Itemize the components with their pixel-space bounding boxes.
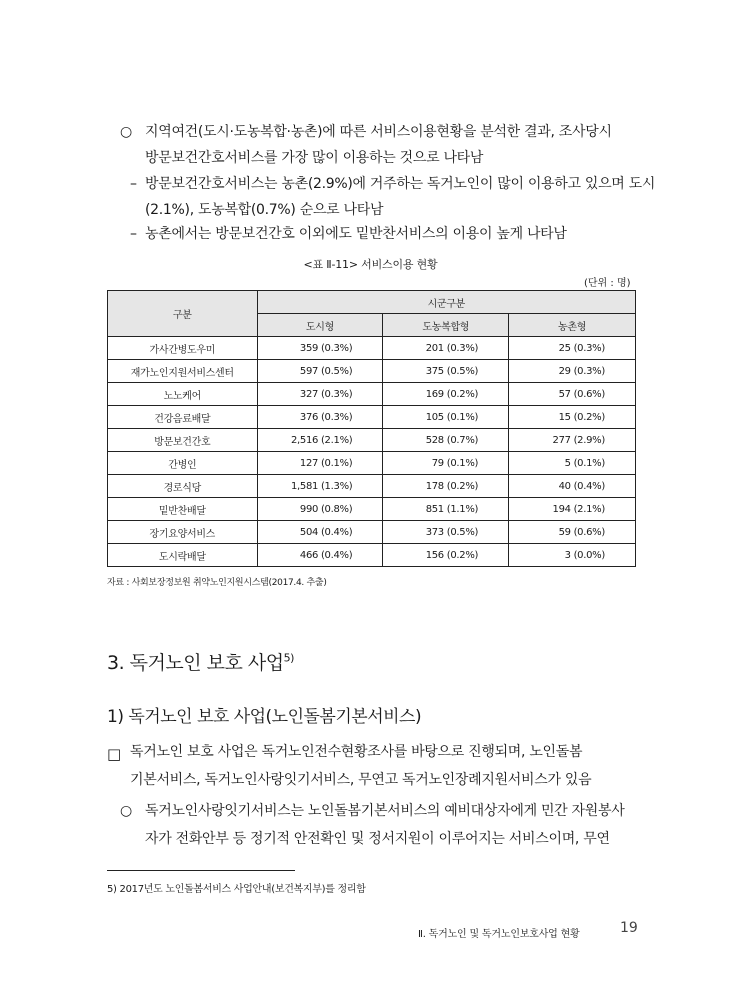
body-paragraph-line: 독거노인사랑잇기서비스는 노인돌봄기본서비스의 예비대상자에게 민간 자원봉사 [145, 803, 625, 819]
table-row [108, 475, 636, 498]
intro-dash-line: 농촌에서는 방문보건간호 이외에도 밑반찬서비스의 이용이 높게 나타남 [145, 226, 567, 242]
square-bullet-icon: □ [107, 745, 122, 763]
cell-value: 29 (0.3%) [509, 360, 636, 383]
cell-value: 5 (0.1%) [509, 452, 636, 475]
row-label: 노노케어 [108, 383, 258, 406]
row-label: 건강음료배달 [108, 406, 258, 429]
sub-heading: 1) 독거노인 보호 사업(노인돌봄기본서비스) [107, 707, 422, 727]
row-label: 방문보건간호 [108, 429, 258, 452]
cell-value: 990 (0.8%) [257, 498, 383, 521]
table-caption: <표 Ⅱ-11> 서비스이용 현황 [303, 258, 438, 271]
header-group: 시군구분 [257, 291, 635, 314]
footnote: 5) 2017년도 노인돌봄서비스 사업안내(보건복지부)를 정리함 [107, 884, 366, 895]
table-unit: (단위 : 명) [584, 278, 631, 289]
circle-bullet-icon: ○ [120, 124, 133, 140]
cell-value: 597 (0.5%) [257, 360, 383, 383]
intro-dash-line: 방문보건간호서비스는 농촌(2.9%)에 거주하는 독거노인이 많이 이용하고 있으며 도시 [145, 176, 656, 192]
table-row [108, 406, 636, 429]
cell-value: 466 (0.4%) [257, 544, 383, 567]
section-heading [107, 648, 294, 675]
cell-value: 105 (0.1%) [383, 406, 509, 429]
row-label: 가사간병도우미 [108, 337, 258, 360]
service-usage-table [107, 290, 636, 567]
circle-bullet-icon: ○ [120, 803, 133, 819]
cell-value: 3 (0.0%) [509, 544, 636, 567]
cell-value: 376 (0.3%) [257, 406, 383, 429]
dash-bullet-icon: – [130, 226, 137, 242]
row-label: 재가노인지원서비스센터 [108, 360, 258, 383]
intro-paragraph-line: 방문보건간호서비스를 가장 많이 이용하는 것으로 나타남 [145, 150, 484, 166]
cell-value: 359 (0.3%) [257, 337, 383, 360]
cell-value: 194 (2.1%) [509, 498, 636, 521]
table-source: 자료 : 사회보장정보원 취약노인지원시스템(2017.4. 추출) [107, 578, 327, 588]
footnote-ref[interactable]: 5) [283, 651, 294, 665]
intro-paragraph-line: 지역여건(도시·도농복합·농촌)에 따른 서비스이용현황을 분석한 결과, 조사당시 [145, 124, 612, 140]
row-label: 도시락배달 [108, 544, 258, 567]
body-paragraph-line: 자가 전화안부 등 정기적 안전확인 및 정서지원이 이루어지는 서비스이며, 무연 [145, 831, 610, 847]
cell-value: 57 (0.6%) [509, 383, 636, 406]
cell-value: 127 (0.1%) [257, 452, 383, 475]
header-col: 도시형 [257, 314, 383, 337]
cell-value: 277 (2.9%) [509, 429, 636, 452]
cell-value: 201 (0.3%) [383, 337, 509, 360]
table-row [108, 498, 636, 521]
footer-chapter: Ⅱ. 독거노인 및 독거노인보호사업 현황 [418, 929, 580, 940]
table-row [108, 452, 636, 475]
row-label: 장기요양서비스 [108, 521, 258, 544]
dash-bullet-icon: – [130, 176, 137, 192]
cell-value: 528 (0.7%) [383, 429, 509, 452]
section-heading-text: 3. 독거노인 보호 사업 [107, 652, 284, 674]
cell-value: 504 (0.4%) [257, 521, 383, 544]
table-row [108, 337, 636, 360]
cell-value: 178 (0.2%) [383, 475, 509, 498]
cell-value: 79 (0.1%) [383, 452, 509, 475]
body-paragraph-line: 독거노인 보호 사업은 독거노인전수현황조사를 바탕으로 진행되며, 노인돌봄 [130, 744, 583, 760]
table-row [108, 383, 636, 406]
row-label: 경로식당 [108, 475, 258, 498]
header-col: 농촌형 [509, 314, 636, 337]
footnote-divider [107, 870, 295, 871]
cell-value: 327 (0.3%) [257, 383, 383, 406]
body-paragraph-line: 기본서비스, 독거노인사랑잇기서비스, 무연고 독거노인장례지원서비스가 있음 [130, 772, 592, 788]
cell-value: 373 (0.5%) [383, 521, 509, 544]
cell-value: 169 (0.2%) [383, 383, 509, 406]
intro-dash-line: (2.1%), 도농복합(0.7%) 순으로 나타남 [145, 202, 384, 218]
cell-value: 15 (0.2%) [509, 406, 636, 429]
table-row [108, 429, 636, 452]
row-label: 간병인 [108, 452, 258, 475]
cell-value: 40 (0.4%) [509, 475, 636, 498]
table-row [108, 360, 636, 383]
cell-value: 2,516 (2.1%) [257, 429, 383, 452]
header-col: 도농복합형 [383, 314, 509, 337]
cell-value: 851 (1.1%) [383, 498, 509, 521]
row-label: 밑반찬배달 [108, 498, 258, 521]
cell-value: 375 (0.5%) [383, 360, 509, 383]
cell-value: 1,581 (1.3%) [257, 475, 383, 498]
table-row [108, 544, 636, 567]
cell-value: 156 (0.2%) [383, 544, 509, 567]
page-number: 19 [620, 920, 638, 936]
cell-value: 59 (0.6%) [509, 521, 636, 544]
header-division: 구분 [108, 291, 258, 337]
cell-value: 25 (0.3%) [509, 337, 636, 360]
table-row [108, 521, 636, 544]
